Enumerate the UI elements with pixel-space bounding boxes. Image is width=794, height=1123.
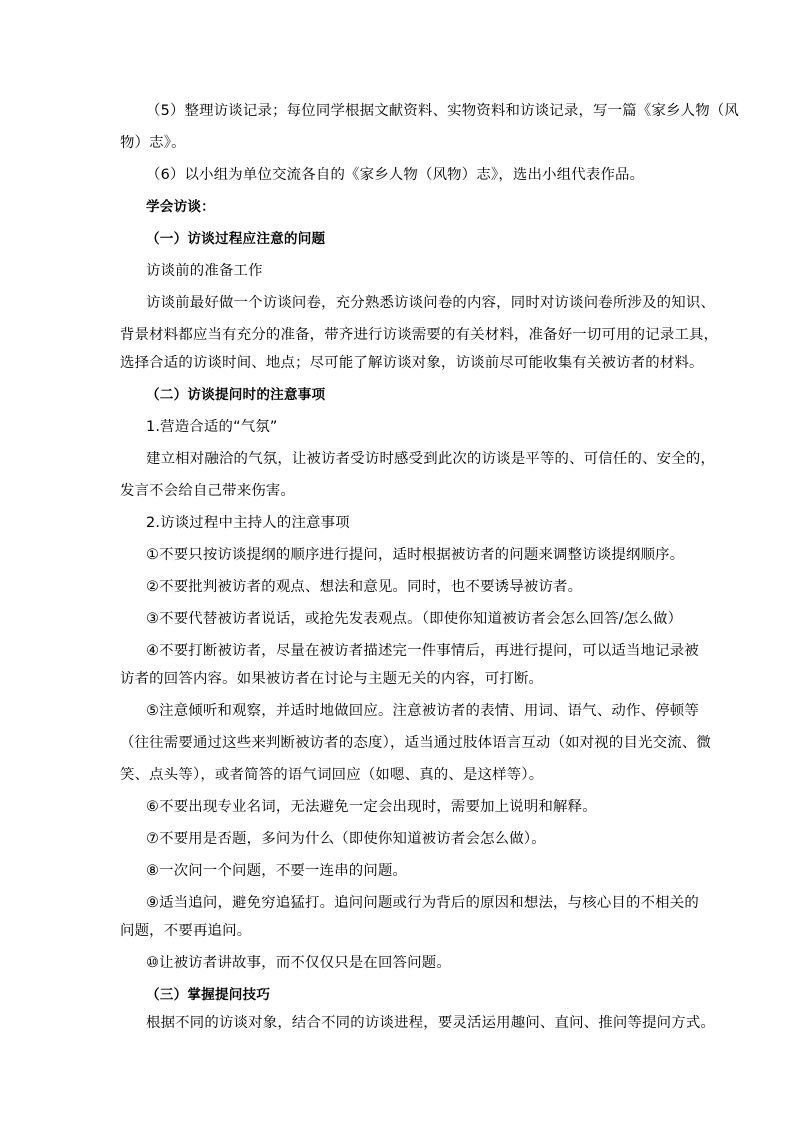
list-item-continuation: 访者的回答内容。如果被访者在讨论与主题无关的内容，可打断。 bbox=[120, 671, 544, 687]
paragraph-line: （5）整理访谈记录；每位同学根据文献资料、实物资料和访谈记录，写一篇《家乡人物（风 bbox=[146, 103, 739, 119]
paragraph-line: 发言不会给自己带来伤害。 bbox=[120, 483, 296, 499]
list-item: ⑥不要出现专业名词，无法避免一定会出现时，需要加上说明和解释。 bbox=[146, 799, 597, 815]
section-heading: （一）访谈过程应注意的问题 bbox=[146, 231, 326, 247]
list-item: ⑤注意倾听和观察，并适时地做回应。注意被访者的表情、用词、语气、动作、停顿等 bbox=[146, 703, 699, 719]
list-item: ②不要批判被访者的观点、想法和意见。同时，也不要诱导被访者。 bbox=[146, 579, 583, 595]
list-item-continuation: 问题，不要再追问。 bbox=[120, 923, 252, 939]
paragraph-line: 物）志》。 bbox=[120, 135, 186, 151]
list-item: ①不要只按访谈提纲的顺序进行提问，适时根据被访者的问题来调整访谈提纲顺序。 bbox=[146, 547, 685, 563]
paragraph-line: 建立相对融洽的气氛，让被访者受访时感受到此次的访谈是平等的、可信任的、安全的， bbox=[146, 451, 716, 467]
list-item: ⑨适当追问，避免穷追猛打。追问问题或行为背后的原因和想法，与核心目的不相关的 bbox=[146, 895, 699, 911]
paragraph-line: （6）以小组为单位交流各自的《家乡人物（风物）志》，选出小组代表作品。 bbox=[146, 167, 645, 183]
list-item-continuation: （往往需要通过这些来判断被访者的态度），适当通过肢体语言互动（如对视的目光交流、微 bbox=[120, 735, 712, 751]
list-item: ③不要代替被访者说话，或抢先发表观点。（即使你知道被访者会怎么回答/怎么做） bbox=[146, 611, 683, 627]
paragraph-line: 背景材料都应当有充分的准备，带齐进行访谈需要的有关材料，准备好一切可用的记录工具， bbox=[120, 327, 719, 343]
subheading: 访谈前的准备工作 bbox=[146, 263, 263, 279]
subheading: 2.访谈过程中主持人的注意事项 bbox=[146, 515, 350, 531]
list-item: ⑦不要用是否题，多问为什么（即使你知道被访者会怎么做）。 bbox=[146, 831, 546, 847]
section-heading: 学会访谈： bbox=[146, 199, 215, 215]
list-item-continuation: 笑、点头等），或者简答的语气词回应（如嗯、真的、是这样等）。 bbox=[120, 767, 544, 783]
list-item: ④不要打断被访者，尽量在被访者描述完一件事情后，再进行提问，可以适当地记录被 bbox=[146, 643, 699, 659]
paragraph-line: 访谈前最好做一个访谈问卷，充分熟悉访谈问卷的内容，同时对访谈问卷所涉及的知识、 bbox=[146, 295, 716, 311]
section-heading: （三）掌握提问技巧 bbox=[146, 987, 271, 1003]
list-item: ⑩让被访者讲故事，而不仅仅只是在回答问题。 bbox=[146, 955, 451, 971]
paragraph-line: 根据不同的访谈对象，结合不同的访谈进程，要灵活运用趣问、直问、推问等提问方式。 bbox=[146, 1015, 716, 1031]
subheading: 1.营造合适的“气氛” bbox=[146, 419, 278, 435]
list-item: ⑧一次问一个问题，不要一连串的问题。 bbox=[146, 863, 408, 879]
section-heading: （二）访谈提问时的注意事项 bbox=[146, 387, 326, 403]
paragraph-line: 选择合适的访谈时间、地点；尽可能了解访谈对象，访谈前尽可能收集有关被访者的材料。 bbox=[120, 355, 704, 371]
